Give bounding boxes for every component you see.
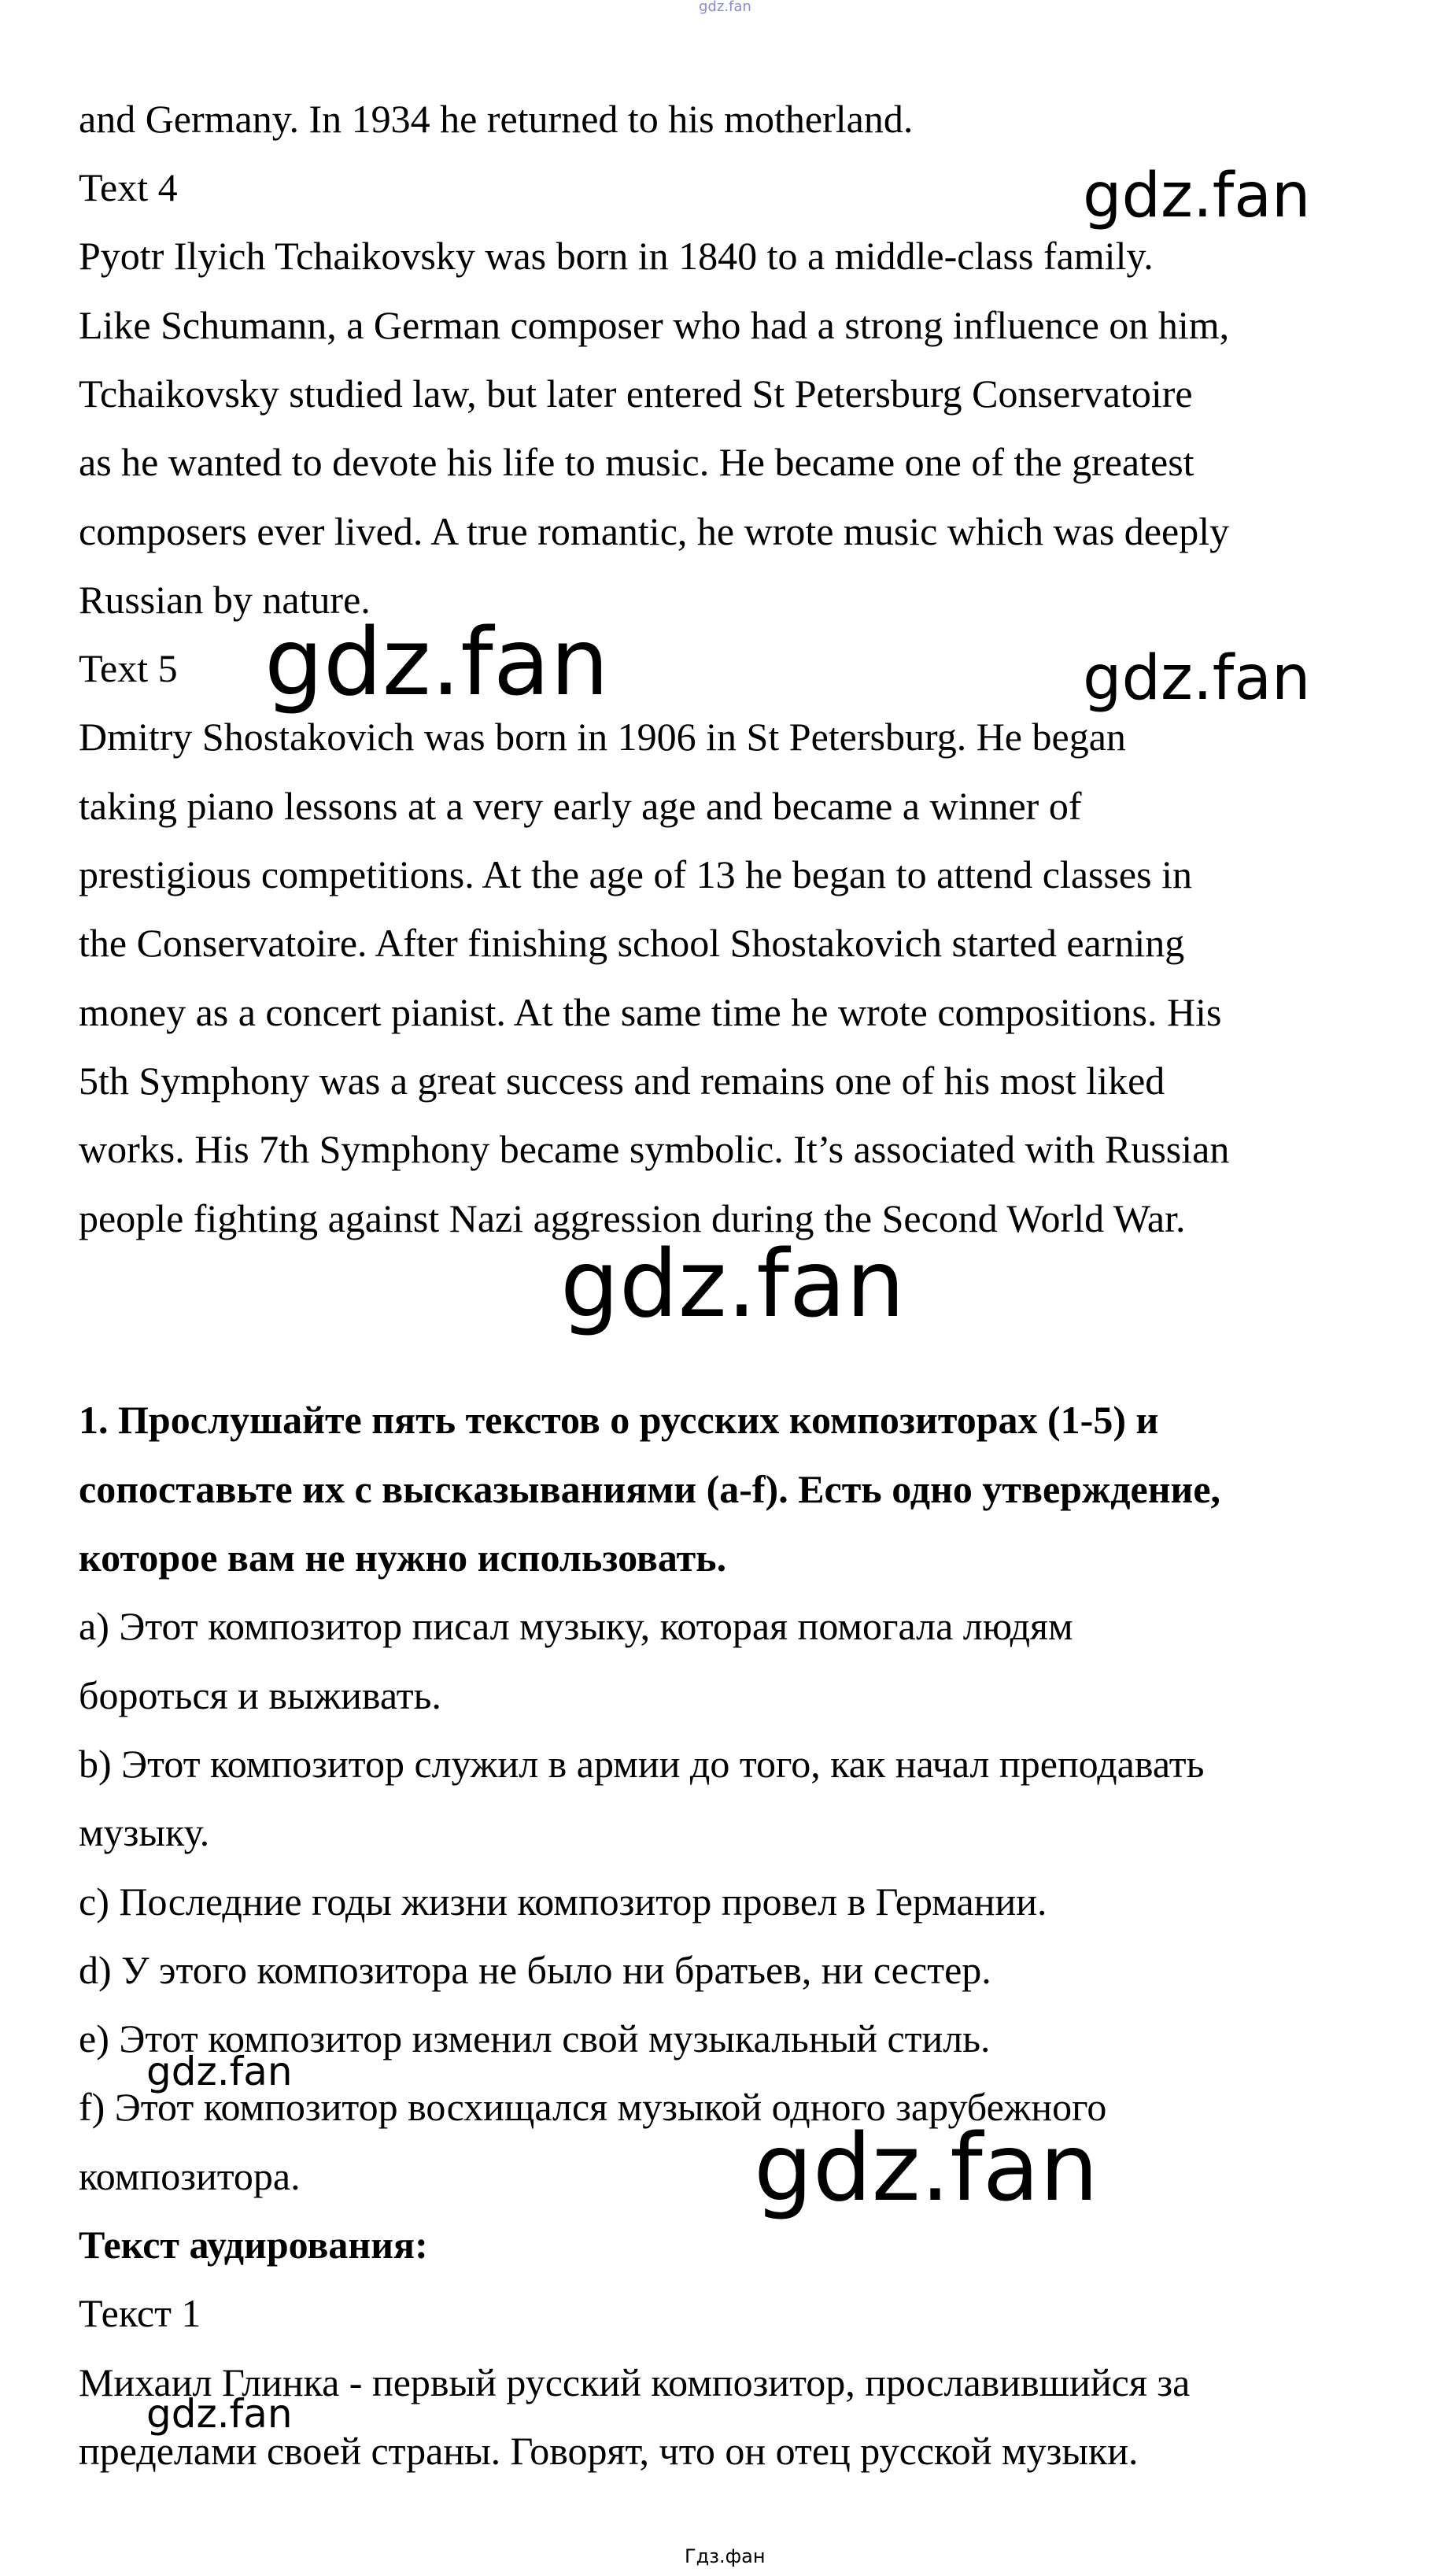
task-instruction-line: 1. Прослушайте пять текстов о русских композиторах (1-5) и	[79, 1398, 1159, 1442]
text-line: 5th Symphony was a great success and remains one of his most liked	[79, 1059, 1165, 1103]
listening-heading: Текст аудирования:	[79, 2223, 428, 2267]
statement-line: a) Этот композитор писал музыку, которая помогала людям	[79, 1604, 1073, 1648]
text-line: composers ever lived. A true romantic, he wrote music which was deeply	[79, 509, 1230, 553]
statement-line: c) Последние годы жизни композитор провел в Германии.	[79, 1879, 1047, 1924]
task-instruction-line: сопоставьте их с высказываниями (a-f). Есть одно утверждение,	[79, 1467, 1221, 1511]
statement-line: f) Этот композитор восхищался музыкой одного зарубежного	[79, 2085, 1107, 2129]
text-line: taking piano lessons at a very early age and became a winner of	[79, 784, 1082, 828]
text-line: Dmitry Shostakovich was born in 1906 in St Petersburg. He began	[79, 715, 1126, 759]
text-line: Tchaikovsky studied law, but later entered St Petersburg Conservatoire	[79, 371, 1193, 416]
text-line: and Germany. In 1934 he returned to his motherland.	[79, 97, 914, 141]
task-instruction-line: которое вам не нужно использовать.	[79, 1536, 727, 1580]
statement-line: b) Этот композитор служил в армии до того, как начал преподавать	[79, 1742, 1205, 1786]
watermark: gdz.fan	[1083, 643, 1311, 714]
text4-heading: Text 4	[79, 165, 178, 209]
watermark: gdz.fan	[146, 2391, 293, 2437]
text-line: Михаил Глинка - первый русский композитор, прославившийся за	[79, 2360, 1191, 2404]
text-line: money as a concert pianist. At the same time he wrote compositions. His	[79, 990, 1222, 1034]
text-line: Like Schumann, a German composer who had a strong influence on him,	[79, 303, 1230, 347]
listening-text1-heading: Текст 1	[79, 2291, 201, 2335]
text-line: prestigious competitions. At the age of 13 he began to attend classes in	[79, 852, 1192, 896]
watermark: gdz.fan	[264, 608, 609, 716]
text-line: as he wanted to devote his life to music. He became one of the greatest	[79, 440, 1194, 484]
text-line: Pyotr Ilyich Tchaikovsky was born in 1840 to a middle-class family.	[79, 234, 1154, 278]
header-site-mark: gdz.fan	[699, 0, 751, 15]
text-line: people fighting against Nazi aggression during the Second World War.	[79, 1196, 1186, 1240]
watermark: gdz.fan	[754, 2113, 1098, 2222]
statement-line: композитора.	[79, 2154, 301, 2198]
watermark: gdz.fan	[146, 2049, 293, 2094]
text-line: works. His 7th Symphony became symbolic. It’s associated with Russian	[79, 1127, 1230, 1171]
watermark: gdz.fan	[1083, 161, 1311, 231]
text-line: the Conservatoire. After finishing school Shostakovich started earning	[79, 921, 1185, 965]
statement-line: музыку.	[79, 1810, 210, 1854]
statement-line: e) Этот композитор изменил свой музыкальный стиль.	[79, 2016, 991, 2060]
text-line: Russian by nature.	[79, 578, 371, 622]
watermark: gdz.fan	[560, 1229, 905, 1338]
statement-line: d) У этого композитора не было ни братьев, ни сестер.	[79, 1948, 991, 1992]
text5-heading: Text 5	[79, 646, 178, 690]
statement-line: бороться и выживать.	[79, 1673, 441, 1717]
footer-label: Гдз.фан	[685, 2545, 766, 2567]
text-line: пределами своей страны. Говорят, что он отец русской музыки.	[79, 2429, 1139, 2473]
